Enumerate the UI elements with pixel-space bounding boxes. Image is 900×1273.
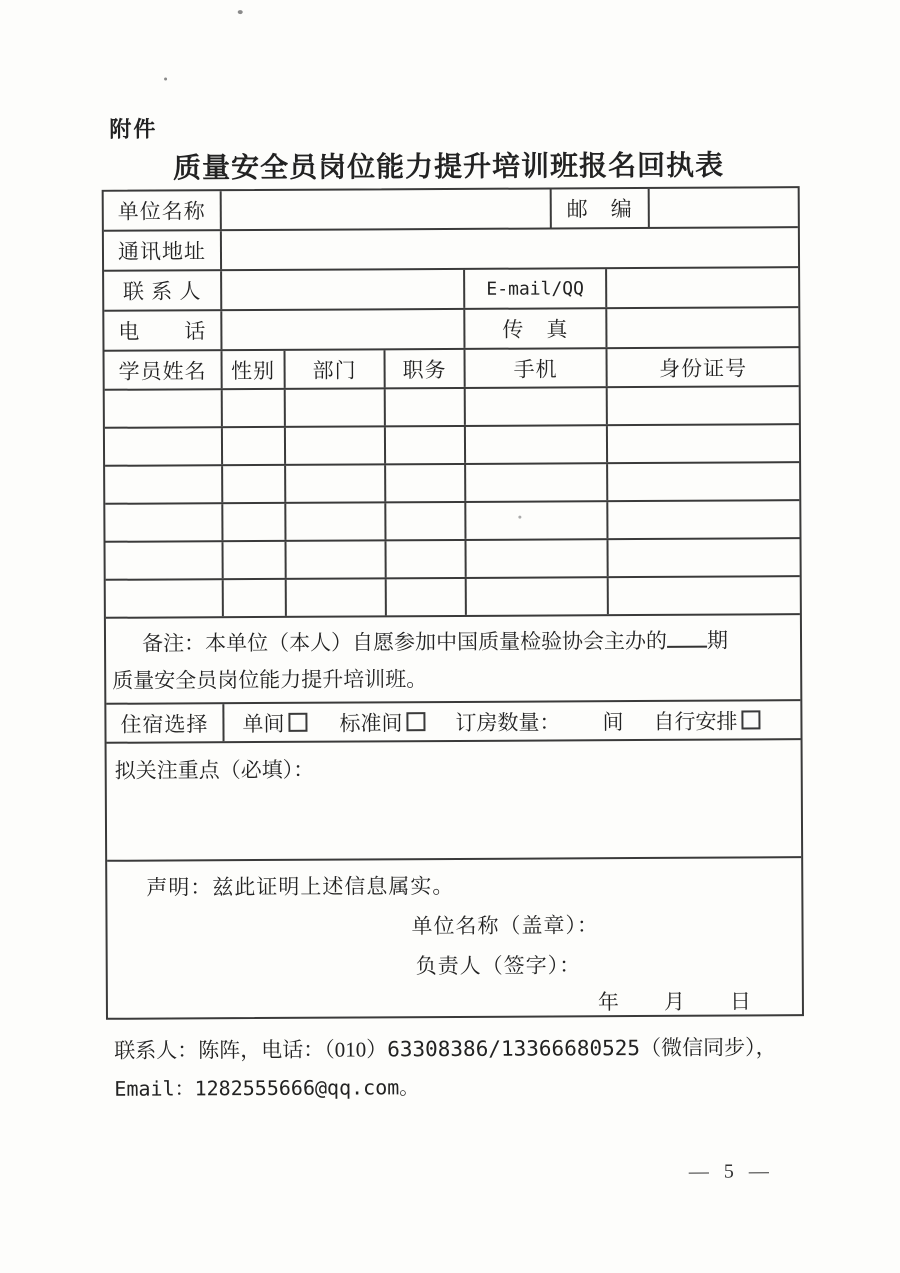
form-title: 质量安全员岗位能力提升培训班报名回执表 xyxy=(172,149,725,184)
department-cell xyxy=(287,579,387,616)
checkbox-icon xyxy=(406,712,425,731)
accommodation-row xyxy=(106,701,800,744)
checkbox-icon xyxy=(288,713,307,732)
fax-label: 传 真 xyxy=(465,309,607,348)
department-cell xyxy=(286,389,386,426)
mobile-cell xyxy=(466,464,608,501)
trainee-name-cell xyxy=(105,466,223,503)
gender-cell xyxy=(224,580,287,616)
trainee-header-row xyxy=(105,348,799,391)
unit-seal-label: 单位名称（盖章）： xyxy=(411,913,600,939)
id-number-cell xyxy=(608,387,799,424)
standard-room-label: 标准间 xyxy=(339,710,403,736)
gender-header: 性别 xyxy=(223,351,286,388)
position-cell xyxy=(386,427,466,463)
trainee-row xyxy=(105,387,799,429)
postal-code-field xyxy=(650,188,798,227)
remark-line1 xyxy=(112,622,790,663)
position-cell xyxy=(386,465,466,501)
focus-label: 拟关注重点（必填）： xyxy=(114,757,315,783)
id-number-cell xyxy=(609,577,800,614)
declaration-row xyxy=(107,858,802,1018)
trainee-name-cell xyxy=(106,542,224,579)
declaration-statement: 声明：兹此证明上述信息属实。 xyxy=(146,873,455,900)
position-cell xyxy=(386,503,466,539)
department-cell xyxy=(286,465,386,502)
unit-name-label: 单位名称 xyxy=(104,191,222,230)
contact-person-field xyxy=(222,270,465,309)
checkbox-icon xyxy=(741,710,760,729)
footer-phone-numbers: 63308386/13366680525 xyxy=(387,1036,641,1062)
gender-cell xyxy=(223,390,286,426)
trainee-name-cell xyxy=(106,580,224,617)
remark-text-suffix: 期 xyxy=(706,628,729,653)
room-unit-label: 间 xyxy=(602,709,624,734)
id-number-header: 身份证号 xyxy=(659,355,748,381)
remark-text-prefix: 备注：本单位（本人）自愿参加中国质量检验协会主办的 xyxy=(141,628,668,656)
trainee-row xyxy=(105,425,799,467)
accommodation-label: 住宿选择 xyxy=(106,704,224,742)
trainee-name-cell xyxy=(105,504,223,541)
unit-name-field xyxy=(222,189,552,229)
single-room-option xyxy=(242,707,307,737)
footer-contact xyxy=(114,1028,777,1107)
gender-cell xyxy=(224,542,287,578)
phone-label: 电 话 xyxy=(104,311,222,350)
registration-form-table xyxy=(102,186,804,1020)
position-cell xyxy=(387,541,467,577)
scan-speck xyxy=(238,10,243,14)
mobile-header: 手机 xyxy=(465,349,607,387)
trainee-name-cell xyxy=(105,428,223,465)
department-cell xyxy=(287,541,387,578)
phone-field xyxy=(222,310,465,349)
address-row xyxy=(104,228,798,272)
footer-line1 xyxy=(114,1028,777,1069)
accommodation-options xyxy=(224,701,800,741)
trainee-name-header: 学员姓名 xyxy=(105,351,223,389)
address-label: 通讯地址 xyxy=(104,231,222,270)
footer-email-line: Email：1282555666@qq.com。 xyxy=(114,1075,420,1101)
contact-person-label: 联 系 人 xyxy=(104,271,222,310)
blank-underline xyxy=(667,643,707,648)
footer-wechat-note: （微信同步）， xyxy=(639,1035,777,1061)
focus-cell xyxy=(107,740,802,860)
department-cell xyxy=(286,427,386,464)
id-number-cell xyxy=(608,501,799,538)
gender-cell xyxy=(223,466,286,502)
email-qq-field xyxy=(607,268,798,307)
address-field xyxy=(222,228,798,269)
fax-field xyxy=(607,308,798,347)
signature-label: 负责人（签字）： xyxy=(415,953,582,979)
email-qq-label: E-mail/QQ xyxy=(465,269,607,308)
mobile-cell xyxy=(466,540,608,577)
page-number: — 5 — xyxy=(688,1160,774,1183)
position-cell xyxy=(387,579,467,615)
declaration-cell xyxy=(107,858,802,1018)
trainee-row xyxy=(105,501,799,543)
unit-name-row xyxy=(104,188,798,232)
id-number-cell xyxy=(608,463,799,500)
attachment-label: 附件 xyxy=(109,116,158,142)
phone-row xyxy=(104,308,798,352)
position-cell xyxy=(386,389,466,425)
mobile-cell xyxy=(466,388,608,425)
gender-cell xyxy=(223,428,286,464)
mobile-cell xyxy=(467,578,609,615)
remark-cell xyxy=(106,615,800,703)
trainee-row xyxy=(106,539,800,581)
contact-person-row xyxy=(104,268,798,312)
mobile-cell xyxy=(466,502,608,539)
single-room-label: 单间 xyxy=(242,711,285,736)
gender-cell xyxy=(223,504,286,540)
footer-contact-text: 联系人：陈阵，电话：（010） xyxy=(114,1037,388,1063)
date-line: 年 月 日 xyxy=(597,989,752,1015)
self-arranged-label: 自行安排 xyxy=(653,708,738,734)
standard-room-option xyxy=(339,707,425,737)
mobile-cell xyxy=(466,426,608,463)
id-number-cell xyxy=(608,425,799,462)
trainee-row xyxy=(106,577,800,619)
scan-speck xyxy=(164,77,167,80)
remark-row xyxy=(106,615,800,705)
remark-line2: 质量安全员岗位能力提升培训班。 xyxy=(112,667,428,693)
id-number-cell xyxy=(608,539,799,576)
postal-code-label: 邮 编 xyxy=(552,189,650,228)
department-header: 部门 xyxy=(286,350,386,388)
self-arranged-option xyxy=(653,705,760,736)
focus-row xyxy=(107,740,802,862)
booking-count-label: 订房数量： xyxy=(455,709,561,735)
trainee-name-cell xyxy=(105,390,223,427)
department-cell xyxy=(286,503,386,540)
position-header: 职务 xyxy=(386,350,466,387)
trainee-row xyxy=(105,463,799,505)
